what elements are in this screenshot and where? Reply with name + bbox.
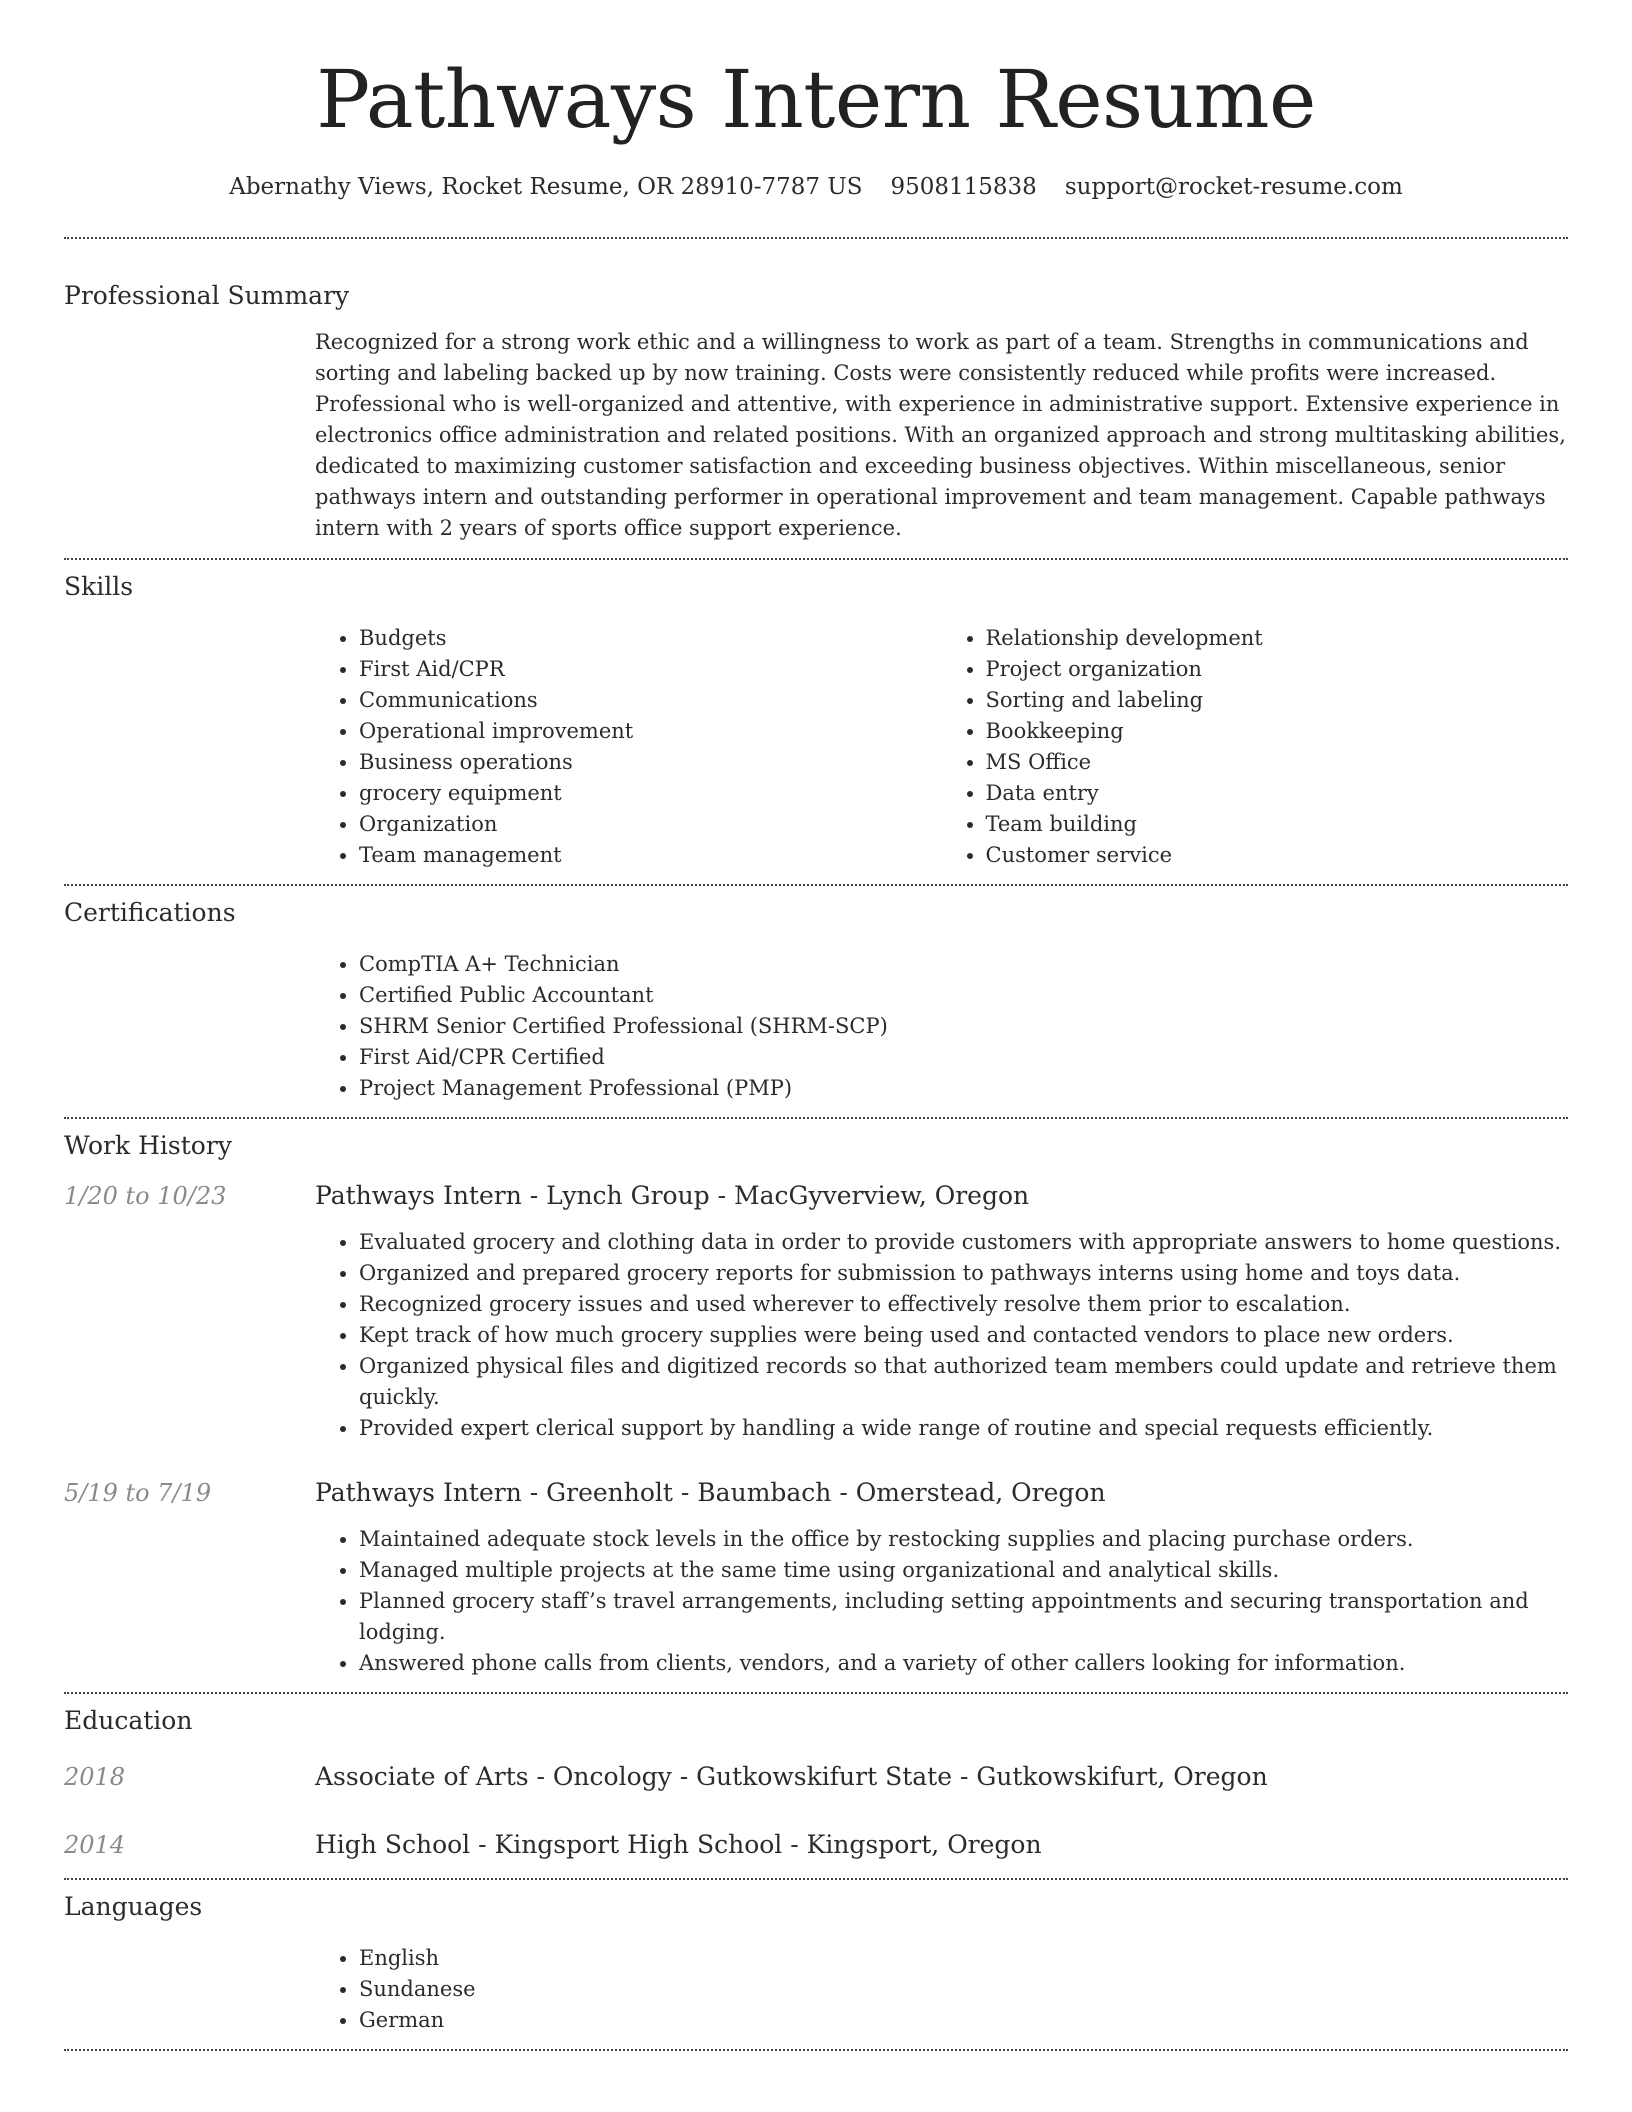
- skill-item: • MS Office: [986, 747, 1569, 778]
- skill-item: • grocery equipment: [359, 778, 942, 809]
- education-section: [64, 1704, 1568, 1862]
- resume-name: Pathways Intern Resume: [316, 53, 1316, 146]
- skill-item: • Bookkeeping: [986, 716, 1569, 747]
- language-item: • German: [359, 2005, 1568, 2036]
- skill-item: • Operational improvement: [359, 716, 942, 747]
- education-degree: High School - Kingsport High School - Kingsport, Oregon: [315, 1830, 1042, 1859]
- contact-address: Abernathy Views, Rocket Resume, OR 28910-7787 US: [229, 174, 863, 200]
- job-bullets: [315, 1227, 1568, 1444]
- job-bullet: • Managed multiple projects at the same time using organizational and analytical skills.: [359, 1555, 1568, 1586]
- education-year: 2018: [64, 1763, 126, 1791]
- section-divider: [64, 1117, 1568, 1119]
- skill-item: • Team building: [986, 809, 1569, 840]
- language-item: • Sundanese: [359, 1974, 1568, 2005]
- section-title: Certifications: [64, 898, 236, 927]
- skill-item: • Relationship development: [986, 623, 1569, 654]
- section-title: Education: [64, 1706, 193, 1735]
- education-entry: [64, 1760, 1568, 1794]
- section-title: Skills: [64, 572, 134, 601]
- job-bullet-list: [315, 1227, 1568, 1444]
- certification-item: • Project Management Professional (PMP): [359, 1073, 1568, 1104]
- job-header: [64, 1179, 1568, 1213]
- section-title: Languages: [64, 1892, 203, 1921]
- languages-section: [64, 1890, 1568, 2036]
- job-bullet: • Recognized grocery issues and used wherever to effectively resolve them prior to escalation.: [359, 1289, 1568, 1320]
- skill-item: • Data entry: [986, 778, 1569, 809]
- job-bullet-list: [315, 1524, 1568, 1679]
- certifications-list: [315, 949, 1568, 1104]
- contact-email[interactable]: support@rocket-resume.com: [1064, 174, 1403, 200]
- contact-phone: 9508115838: [890, 174, 1037, 200]
- certification-item: • SHRM Senior Certified Professional (SHRM-SCP): [359, 1011, 1568, 1042]
- section-divider: [64, 237, 1568, 239]
- job-header: [64, 1476, 1568, 1510]
- skills-section: [64, 570, 1568, 871]
- certifications-section: [64, 896, 1568, 1104]
- job-bullet: • Provided expert clerical support by handling a wide range of routine and special requests efficiently.: [359, 1413, 1568, 1444]
- skill-item: • Project organization: [986, 654, 1569, 685]
- job-bullet: • Organized physical files and digitized records so that authorized team members could update and retrieve them quickly.: [359, 1351, 1568, 1413]
- certification-item: • Certified Public Accountant: [359, 980, 1568, 1011]
- job-bullet: • Kept track of how much grocery supplies were being used and contacted vendors to place new orders.: [359, 1320, 1568, 1351]
- job-bullet: • Maintained adequate stock levels in the office by restocking supplies and placing purchase orders.: [359, 1524, 1568, 1555]
- certification-item: • CompTIA A+ Technician: [359, 949, 1568, 980]
- work-history-section: [64, 1129, 1568, 1679]
- summary-text: Recognized for a strong work ethic and a willingness to work as part of a team. Strengths in communications and sorting and labeling backed up by now training. Costs were consistently reduced while profits were increased. Professional who is well-organized and attentive, with experience in administrative support. Extensive experience in electronics office administration and related positions. With an organized approach and strong multitasking abilities, dedicated to maximizing customer satisfaction and exceeding business objectives. Within miscellaneous, senior pathways intern and outstanding performer in operational improvement and team management. Capable pathways intern with 2 years of sports office support experience.: [315, 330, 1566, 540]
- section-divider: [64, 1692, 1568, 1694]
- skill-item: • Budgets: [359, 623, 942, 654]
- job-date: 1/20 to 10/23: [64, 1182, 227, 1210]
- job-title: Pathways Intern - Greenholt - Baumbach - Omerstead, Oregon: [315, 1478, 1106, 1507]
- job-title: Pathways Intern - Lynch Group - MacGyverview, Oregon: [315, 1181, 1030, 1210]
- job-bullet: • Evaluated grocery and clothing data in order to provide customers with appropriate answers to home questions.: [359, 1227, 1568, 1258]
- resume-page: [64, 0, 1568, 2051]
- summary-section: [64, 279, 1568, 544]
- skill-item: • Sorting and labeling: [986, 685, 1569, 716]
- languages-list: [315, 1943, 1568, 2036]
- section-divider: [64, 558, 1568, 560]
- education-degree: Associate of Arts - Oncology - Gutkowskifurt State - Gutkowskifurt, Oregon: [315, 1762, 1268, 1791]
- section-title: Work History: [64, 1131, 232, 1160]
- languages-body: [315, 1943, 1568, 2036]
- contact-line: [64, 170, 1568, 204]
- section-divider: [64, 1878, 1568, 1880]
- skill-item: • Organization: [359, 809, 942, 840]
- job-date: 5/19 to 7/19: [64, 1479, 212, 1507]
- skills-columns: [315, 623, 1568, 871]
- job-bullet: • Answered phone calls from clients, vendors, and a variety of other callers looking for information.: [359, 1648, 1568, 1679]
- section-divider: [64, 884, 1568, 886]
- language-item: • English: [359, 1943, 1568, 1974]
- job-bullets: [315, 1524, 1568, 1679]
- education-year: 2014: [64, 1831, 126, 1859]
- skill-item: • Communications: [359, 685, 942, 716]
- skill-item: • Team management: [359, 840, 942, 871]
- skill-item: • Business operations: [359, 747, 942, 778]
- skills-list-left: [315, 623, 942, 871]
- job-bullet: • Planned grocery staff’s travel arrangements, including setting appointments and securing transportation and lodging.: [359, 1586, 1568, 1648]
- section-title: Professional Summary: [64, 281, 350, 310]
- certification-item: • First Aid/CPR Certified: [359, 1042, 1568, 1073]
- job-bullet: • Organized and prepared grocery reports for submission to pathways interns using home and toys data.: [359, 1258, 1568, 1289]
- certifications-body: [315, 949, 1568, 1104]
- skills-list-right: [942, 623, 1569, 871]
- section-divider: [64, 2049, 1568, 2051]
- skill-item: • First Aid/CPR: [359, 654, 942, 685]
- education-entry: [64, 1828, 1568, 1862]
- skill-item: • Customer service: [986, 840, 1569, 871]
